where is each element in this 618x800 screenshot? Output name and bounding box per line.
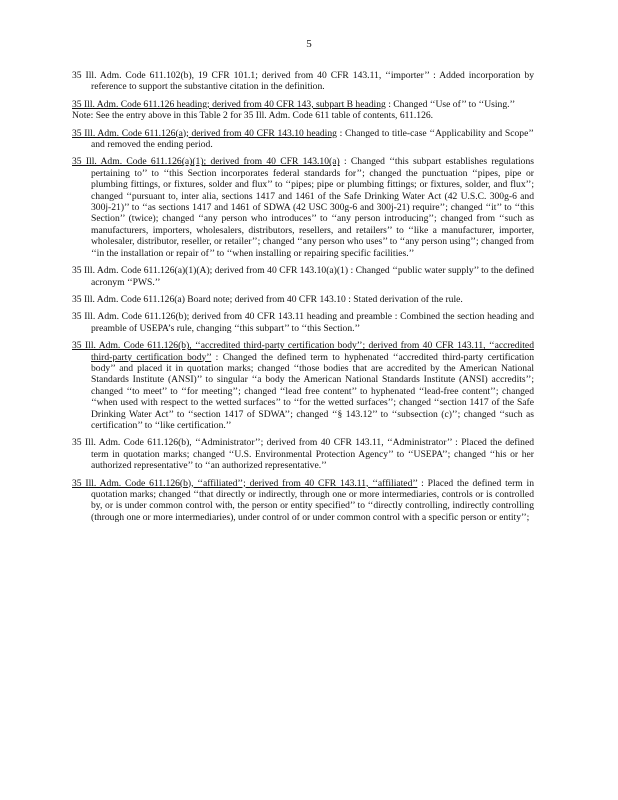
entry-text: : Changed ‘‘Use of’’ to ‘‘Using.’’ <box>388 98 516 110</box>
entry-text: 35 Ill. Adm. Code 611.126(a)(1)(A); derived from 40 CFR 143.10(a)(1) : Changed ‘‘public water supply’’ to the defined acronym ‘‘PWS.’’ <box>72 265 534 288</box>
entry-611-126-a-1 <box>72 156 534 259</box>
entry-citation: 35 Ill. Adm. Code 611.126 heading; derived from 40 CFR 143, subpart B heading <box>72 98 386 110</box>
entry-text: : Changed the defined term to hyphenated ‘‘accredited third-party certification body’’ and placed it in quotation marks; changed ‘‘those bodies that are accredited by the American National Standards Institute (ANSI)’’ to singular ‘‘a body the American National Standards Institute (ANSI) accredits’’; changed ‘‘to meet’’ to ‘‘for meeting’’; changed ‘‘lead free content’’ to hyphenated ‘‘lead-free content’’; changed ‘‘when used with respect to the wetted surfaces’’ to ‘‘for the wetted surfaces’’; changed ‘‘section 1417 of the Safe Drinking Water Act’’ to ‘‘section 1417 of SDWA’’; changed ‘‘§ 143.12’’ to ‘‘subsection (c)’’; changed ‘‘such as certification’’ to ‘‘like certification.’’ <box>91 351 534 431</box>
entry-611-126-b-affiliated <box>72 478 534 524</box>
entry-text: : Changed to title-case ‘‘Applicability and Scope’’ and removed the ending period. <box>91 127 535 151</box>
entry-text: : Placed the defined term in quotation marks; changed ‘‘that directly or indirectly, through one or more intermediaries, controls or is controlled by, or is under common control with, the person or entity specified’’ to ‘‘directly controlling, indirectly controlling (through one or more intermediaries), under control of or under common control with a specific person or entity’’; <box>91 477 534 523</box>
entry-citation: 35 Ill. Adm. Code 611.126(a); derived from 40 CFR 143.10 heading <box>72 127 337 139</box>
entry-text: 35 Ill. Adm. Code 611.126(b), ‘‘Administrator’’; derived from 40 CFR 143.11, ‘‘Administrator’’ : Placed the defined term in quotation marks; changed ‘‘U.S. Environmental Protection Agency’’ to ‘‘USEPA’’; changed ‘‘his or her authorized representative’’ to ‘‘an authorized representative.’’ <box>72 437 534 472</box>
entry-611-126-b <box>72 311 534 334</box>
entry-citation: 35 Ill. Adm. Code 611.126(a)(1); derived from 40 CFR 143.10(a) <box>72 156 340 168</box>
entry-text: : Changed ‘‘this subpart establishes regulations pertaining to’’ to ‘‘this Section incorporates federal standards for’’; changed the punctuation ‘‘pipes, pipe or plumbing fittings, or fixtures, solder and flux’’ to ‘‘pipes; pipe or plumbing fittings; or fixtures, solder, and flux’’; changed ‘‘pursuant to, inter alia, sections 1417 and 1461 of the Safe Drinking Water Act (42 U.S.C. 300g-6 and 300j-21)’’ to ‘‘as sections 1417 and 1461 of SDWA (42 USC 300g-6 and 300j-21) require’’; changed ‘‘it’’ to ‘‘this Section’’ (twice); changed ‘‘any person who introduces’’ to ‘‘any person introducing’’; changed from ‘‘such as manufacturers, importers, wholesalers, distributors, resellers, and retailers’’ to ‘‘like a manufacturer, importer, wholesaler, distributor, reseller, or retailer’’; changed ‘‘any person who uses’’ to ‘‘any person using’’; changed from ‘‘in the installation or repair of’’ to ‘‘when installing or repairing specific facilities.’’ <box>91 156 535 259</box>
entry-citation: 35 Ill. Adm. Code 611.126(b), ‘‘accredited third-party certification body’’; derived from 40 CFR 143.11, ‘‘accredited third-party certification body’’ <box>72 340 534 363</box>
entry-611-126-heading <box>72 99 534 122</box>
entry-611-126-a <box>72 128 534 151</box>
page-number: 5 <box>306 38 312 50</box>
entry-611-126-b-administrator <box>72 437 534 471</box>
entry-611-126-a-1-A <box>72 265 534 288</box>
entry-611-102-b <box>72 70 534 93</box>
entry-note: Note: See the entry above in this Table 2 for 35 Ill. Adm. Code 611 table of contents, 611.126. <box>72 110 434 122</box>
entry-text: 35 Ill. Adm. Code 611.126(b); derived from 40 CFR 143.11 heading and preamble : Combined the section heading and preamble of USEPA’s rule, changing ‘‘this subpart’’ to ‘‘this Section.’’ <box>72 311 534 334</box>
entry-611-126-b-accredited <box>72 340 534 431</box>
derivation-entries <box>72 70 534 529</box>
entry-citation: 35 Ill. Adm. Code 611.126(b), ‘‘affiliated’’; derived from 40 CFR 143.11, ‘‘affiliated’’ <box>72 477 418 489</box>
entry-text: 35 Ill. Adm. Code 611.126(a) Board note; derived from 40 CFR 143.10 : Stated derivation of the rule. <box>72 293 463 305</box>
entry-611-126-a-board-note <box>72 294 534 305</box>
entry-text: 35 Ill. Adm. Code 611.102(b), 19 CFR 101.1; derived from 40 CFR 143.11, ‘‘importer’’ : Added incorporation by reference to support the substantive citation in the definition. <box>72 70 534 93</box>
